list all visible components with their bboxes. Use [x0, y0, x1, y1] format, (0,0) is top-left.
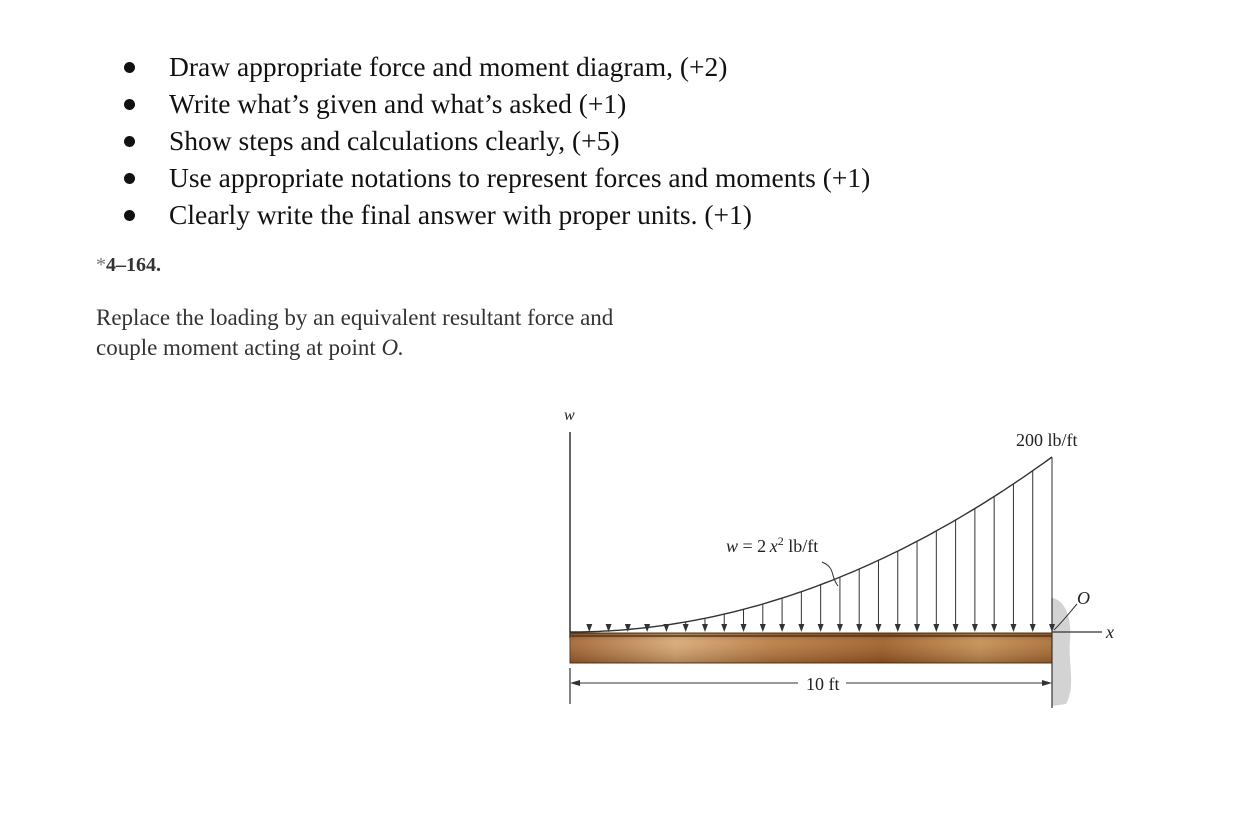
instruction-text: Use appropriate notations to represent forces and moments (+1)	[169, 162, 871, 193]
load-arrow-head-icon	[933, 624, 939, 632]
span-label: 10 ft	[806, 674, 840, 694]
load-eq-exp: 2	[777, 534, 784, 548]
load-arrow-head-icon	[721, 624, 727, 632]
load-arrow-head-icon	[760, 624, 766, 632]
dim-arrow-left-icon	[570, 680, 580, 686]
load-arrow-head-icon	[856, 624, 862, 632]
load-arrow-head-icon	[1030, 624, 1036, 632]
statement-point-label: O.	[381, 335, 404, 360]
load-eq-unit: lb/ft	[783, 536, 819, 556]
load-arrow-head-icon	[625, 624, 631, 632]
load-arrow-head-icon	[586, 624, 592, 632]
load-arrow-head-icon	[798, 624, 804, 632]
load-arrow-head-icon	[991, 624, 997, 632]
load-arrow-head-icon	[953, 624, 959, 632]
w-axis-label: w	[564, 407, 575, 424]
dim-arrow-right-icon	[1042, 680, 1052, 686]
load-eq-eq: = 2	[738, 536, 770, 556]
load-arrow-head-icon	[837, 624, 843, 632]
load-arrow-head-icon	[875, 624, 881, 632]
load-arrow-head-icon	[683, 624, 689, 632]
problem-number-text: 4–164.	[106, 254, 161, 276]
load-equation-label	[726, 534, 818, 556]
load-arrow-head-icon	[914, 624, 920, 632]
load-arrow-head-icon	[702, 624, 708, 632]
load-arrow-head-icon	[818, 624, 824, 632]
x-axis-label: x	[1106, 622, 1114, 642]
load-eq-x: x	[769, 536, 778, 556]
load-arrows	[586, 457, 1055, 632]
point-o-label: O	[1077, 588, 1090, 608]
load-arrow-head-icon	[972, 624, 978, 632]
statement-line-1: Replace the loading by an equivalent resultant force and	[96, 305, 614, 330]
instruction-text: Show steps and calculations clearly, (+5)	[169, 125, 620, 156]
load-eq-w: w	[726, 536, 739, 556]
instruction-text: Clearly write the final answer with proper units. (+1)	[169, 199, 752, 230]
statement-line-2-text: couple moment acting at point	[96, 335, 382, 360]
load-arrow-head-icon	[1010, 624, 1016, 632]
beam-shade	[570, 633, 1052, 663]
load-arrow-head-icon	[895, 624, 901, 632]
instruction-text: Draw appropriate force and moment diagram, (+2)	[169, 51, 728, 82]
load-arrow-head-icon	[779, 624, 785, 632]
load-arrow-head-icon	[741, 624, 747, 632]
load-equation-leader	[822, 562, 838, 586]
problem-star: *	[96, 254, 106, 276]
max-load-label: 200 lb/ft	[1016, 430, 1078, 450]
instruction-text: Write what’s given and what’s asked (+1)	[169, 88, 627, 119]
